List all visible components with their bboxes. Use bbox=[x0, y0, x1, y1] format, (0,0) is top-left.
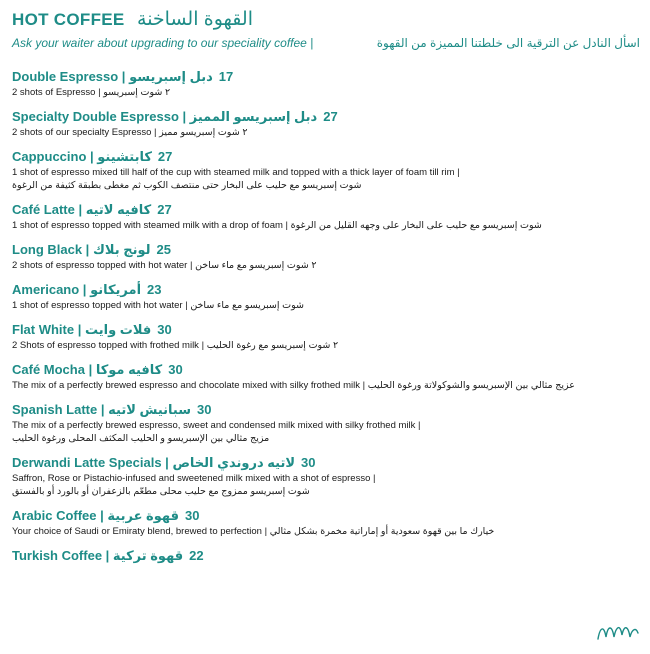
description-arabic: ٢ شوت إسبريسو مع ماء ساخن bbox=[195, 260, 317, 271]
menu-items bbox=[12, 68, 638, 574]
item-price: 22 bbox=[189, 548, 204, 563]
item-name-arabic: سبانيش لاتيه bbox=[108, 402, 192, 417]
item-name-row bbox=[12, 361, 638, 379]
description-english: 2 shots of our specialty Espresso | bbox=[12, 127, 157, 138]
item-name-arabic: قهوة تركية bbox=[112, 548, 184, 563]
item-price: 27 bbox=[157, 149, 173, 164]
item-description bbox=[12, 525, 638, 538]
description-arabic: شوت إسبريسو مع ماء ساخن bbox=[190, 300, 304, 311]
item-price: 17 bbox=[218, 69, 234, 84]
menu-header bbox=[12, 8, 640, 56]
description-arabic-line: شوت إسبريسو مع حليب على البخار حتى منتصف الكوب ثم مغطى بطبقة كثيفة من الرغوة bbox=[12, 180, 362, 191]
menu-item bbox=[12, 241, 638, 272]
item-name-row bbox=[12, 68, 638, 86]
menu-item bbox=[12, 361, 638, 392]
item-name-english: Cappuccino | bbox=[12, 149, 94, 164]
menu-item bbox=[12, 148, 638, 192]
item-name-row bbox=[12, 547, 638, 565]
description-english: 1 shot of espresso mixed till half of the cup with steamed milk and topped with a thick layer of foam till rim | bbox=[12, 167, 460, 178]
item-name-row bbox=[12, 241, 638, 259]
item-name-arabic: لونج بلاك bbox=[92, 242, 151, 257]
item-description bbox=[12, 419, 638, 432]
description-english: 2 shots of Espresso | bbox=[12, 87, 101, 98]
title-arabic: القهوة الساخنة bbox=[137, 9, 253, 30]
item-name-arabic: كافيه لاتيه bbox=[85, 202, 152, 217]
menu-item bbox=[12, 281, 638, 312]
description-arabic: ٢ شوت إسبريسو مميز bbox=[159, 127, 248, 138]
item-name-row bbox=[12, 201, 638, 219]
section-title bbox=[12, 8, 640, 34]
item-price: 30 bbox=[184, 508, 200, 523]
subtitle-row bbox=[12, 36, 640, 56]
description-english: The mix of a perfectly brewed espresso, sweet and condensed milk mixed with silky frothed milk | bbox=[12, 420, 421, 431]
item-name-row bbox=[12, 281, 638, 299]
description-arabic: عزيج مثالي بين الإسبريسو والشوكولاتة ورغوة الحليب bbox=[367, 380, 575, 391]
item-name-row bbox=[12, 108, 638, 126]
description-english: Saffron, Rose or Pistachio-infused and sweetened milk mixed with a shot of espresso | bbox=[12, 473, 376, 484]
item-price: 30 bbox=[157, 322, 172, 337]
description-arabic-line: مزيج مثالي بين الإسبريسو و الحليب المكثف المحلى ورغوة الحليب bbox=[12, 433, 270, 444]
item-name-arabic: دبل إسبريسو bbox=[129, 69, 213, 84]
item-name-row bbox=[12, 507, 638, 525]
item-description bbox=[12, 86, 638, 99]
item-price: 30 bbox=[197, 402, 212, 417]
description-english: The mix of a perfectly brewed espresso and chocolate mixed with silky frothed milk | bbox=[12, 380, 366, 391]
menu-item bbox=[12, 547, 638, 565]
item-name-english: Turkish Coffee | bbox=[12, 548, 110, 563]
item-name-arabic: أمريكانو bbox=[90, 282, 142, 297]
menu-item bbox=[12, 68, 638, 99]
description-english: 2 shots of espresso topped with hot water | bbox=[12, 260, 193, 271]
description-arabic: خيارك ما بين قهوة سعودية أو إماراتية مخمرة بشكل مثالي bbox=[269, 526, 495, 537]
description-arabic: ٢ شوت إسبريسو مع رغوة الحليب bbox=[206, 340, 339, 351]
item-name-row bbox=[12, 321, 638, 339]
item-name-row bbox=[12, 401, 638, 419]
menu-item bbox=[12, 507, 638, 538]
item-name-english: Long Black | bbox=[12, 242, 90, 257]
description-arabic-line: شوت إسبريسو ممزوج مع حليب محلى مطعّم بالزعفران أو بالورد أو بالفستق bbox=[12, 486, 310, 497]
item-price: 27 bbox=[323, 109, 338, 124]
menu-item bbox=[12, 321, 638, 352]
item-name-row bbox=[12, 148, 638, 166]
logo-mark-icon bbox=[596, 619, 640, 648]
item-name-arabic: فلات وايت bbox=[84, 322, 152, 337]
item-name-english: Café Latte | bbox=[12, 202, 83, 217]
item-name-english: Café Mocha | bbox=[12, 362, 93, 377]
item-name-english: Derwandi Latte Specials | bbox=[12, 455, 169, 470]
menu-item bbox=[12, 201, 638, 232]
item-price: 30 bbox=[301, 455, 316, 470]
description-arabic: ٢ شوت إسبريسو bbox=[103, 87, 171, 98]
item-name-arabic: دبل إسبريسو المميز bbox=[189, 109, 318, 124]
item-name-english: Double Espresso | bbox=[12, 69, 126, 84]
item-description bbox=[12, 126, 638, 139]
item-name-arabic: كافيه موكا bbox=[95, 362, 163, 377]
item-name-english: Arabic Coffee | bbox=[12, 508, 104, 523]
menu-item bbox=[12, 108, 638, 139]
item-name-english: Specialty Double Espresso | bbox=[12, 109, 187, 124]
description-english: 1 shot of espresso topped with hot water | bbox=[12, 300, 188, 311]
item-price: 25 bbox=[156, 242, 171, 257]
description-english: 2 Shots of espresso topped with frothed milk | bbox=[12, 340, 205, 351]
item-name-arabic: كابتشينو bbox=[97, 149, 152, 164]
item-name-english: Americano | bbox=[12, 282, 87, 297]
item-price: 30 bbox=[168, 362, 183, 377]
subtitle-english: Ask your waiter about upgrading to our speciality coffee | bbox=[12, 36, 314, 50]
item-price: 27 bbox=[157, 202, 172, 217]
item-name-arabic: قهوة عربية bbox=[107, 508, 179, 523]
item-name-arabic: لاتيه دروندي الخاص bbox=[172, 455, 296, 470]
menu-item bbox=[12, 401, 638, 445]
item-description bbox=[12, 259, 638, 272]
item-description bbox=[12, 379, 638, 392]
title-english: HOT COFFEE bbox=[12, 10, 125, 29]
item-description bbox=[12, 299, 638, 312]
item-description bbox=[12, 472, 638, 485]
subtitle-arabic: اسأل النادل عن الترقية الى خلطتنا المميزة من القهوة bbox=[376, 36, 640, 50]
description-english: Your choice of Saudi or Emiraty blend, brewed to perfection | bbox=[12, 526, 268, 537]
item-price: 23 bbox=[147, 282, 162, 297]
item-description bbox=[12, 166, 638, 179]
item-name-english: Spanish Latte | bbox=[12, 402, 105, 417]
item-description bbox=[12, 339, 638, 352]
item-name-row bbox=[12, 454, 638, 472]
item-name-english: Flat White | bbox=[12, 322, 82, 337]
item-description bbox=[12, 219, 638, 232]
description-arabic: شوت إسبريسو مع حليب على البخار على وجهه القليل من الرغوة bbox=[290, 220, 542, 231]
description-english: 1 shot of espresso topped with steamed milk with a drop of foam | bbox=[12, 220, 288, 231]
menu-item bbox=[12, 454, 638, 498]
